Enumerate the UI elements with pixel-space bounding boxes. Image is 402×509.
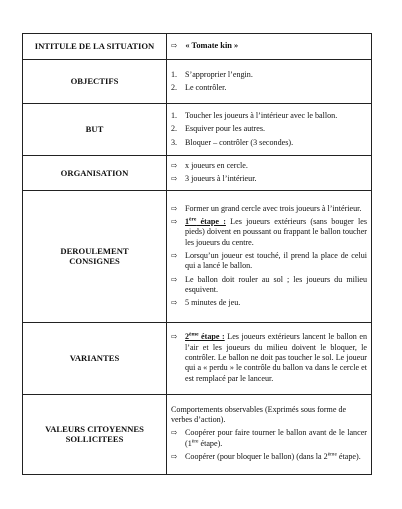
item-text: Former un grand cercle avec trois joueurs à l’intérieur. (185, 203, 362, 213)
arrow-icon: ⇨ (171, 428, 178, 438)
item-text: Toucher les joueurs à l’intérieur avec le ballon. (185, 111, 338, 121)
item-text: S’approprier l’engin. (185, 69, 253, 79)
item-number: 1. (171, 111, 178, 121)
list-item (171, 428, 367, 449)
list-item (171, 452, 367, 462)
etape1-text: 1ère étape : Les joueurs extérieurs (sans bouger les pieds) doivent en poussant ou frappant le ballon toucher les joueurs du centre. (185, 216, 367, 247)
item-number: 2. (171, 83, 178, 92)
row-intitule (23, 34, 372, 60)
deroulement-label-line2: CONSIGNES (69, 256, 120, 267)
deroulement-cell (167, 190, 372, 322)
valeurs-label-line2: SOLLICITEES (65, 434, 124, 445)
etape-heading: 1ère étape : (185, 216, 226, 227)
objectifs-label: OBJECTIFS (23, 60, 167, 104)
arrow-icon: ⇨ (171, 274, 178, 284)
arrow-icon: ⇨ (171, 298, 178, 308)
arrow-icon: ⇨ (171, 452, 178, 462)
item-text: x joueurs en cercle. (185, 161, 248, 170)
row-but (23, 104, 372, 156)
list-item (171, 70, 367, 80)
intitule-value-cell (167, 34, 372, 60)
list-item (171, 217, 367, 248)
row-variantes (23, 322, 372, 394)
list-item (171, 332, 367, 383)
etape-heading: 2ème étape : (185, 331, 225, 342)
row-valeurs (23, 394, 372, 474)
list-item (171, 251, 367, 272)
variantes-label: VARIANTES (23, 322, 167, 394)
list-item (171, 124, 367, 134)
list-item (171, 138, 367, 148)
item-text: Le contrôler. (185, 83, 227, 92)
list-item (171, 174, 367, 184)
list-item (171, 204, 367, 214)
variantes-cell (167, 322, 372, 394)
arrow-icon: ⇨ (171, 161, 178, 170)
item-text: Lorsqu’un joueur est touché, il prend la place de celui qui a lancé le ballon. (185, 250, 367, 271)
intitule-label: INTITULE DE LA SITUATION (23, 34, 167, 60)
item-text: Esquiver pour les autres. (185, 124, 266, 134)
valeurs-label-line1: VALEURS CITOYENNES (45, 423, 144, 434)
list-item (171, 111, 367, 121)
arrow-icon: ⇨ (171, 250, 178, 260)
row-objectifs (23, 60, 372, 104)
item-text: 5 minutes de jeu. (185, 298, 241, 308)
item-text: 3 joueurs à l’intérieur. (185, 174, 257, 184)
arrow-icon: ⇨ (171, 332, 178, 342)
list-item (171, 298, 367, 308)
item-text: Bloquer – contrôler (3 secondes). (185, 137, 294, 147)
list-item (171, 161, 367, 171)
organisation-cell (167, 156, 372, 191)
valeurs-cell (167, 394, 372, 474)
etape2-text: 2ème étape : Les joueurs extérieurs lancent le ballon en l’air et les joueurs du milieu doivent le bloquer, le contrôler. Le ballon ne doit pas toucher le sol. Le joueur qui a « perdu » le contrôle du ballon va dans le cercle et est remplacé par le lanceur. (185, 331, 367, 383)
item-number: 2. (171, 124, 178, 134)
situation-title: « Tomate kin » (185, 41, 239, 51)
but-label: BUT (23, 104, 167, 156)
row-organisation (23, 156, 372, 191)
item-number: 3. (171, 137, 178, 147)
objectifs-cell (167, 60, 372, 104)
arrow-icon: ⇨ (171, 174, 178, 184)
valeurs-label (23, 394, 167, 474)
item-number: 1. (171, 69, 178, 79)
arrow-icon: ⇨ (171, 217, 178, 227)
deroulement-label (23, 190, 167, 322)
arrow-icon: ⇨ (171, 41, 178, 51)
valeurs-intro: Comportements observables (Exprimés sous forme de verbes d’action). (171, 404, 347, 425)
but-cell (167, 104, 372, 156)
arrow-icon: ⇨ (171, 203, 178, 213)
row-deroulement (23, 190, 372, 322)
situation-sheet-table (22, 33, 372, 475)
item-text: Le ballon doit rouler au sol ; les joueurs du milieu esquivent. (185, 274, 367, 294)
item-text: Coopérer pour faire tourner le ballon avant de le lancer (1ère étape). (185, 428, 367, 448)
list-item (171, 275, 367, 296)
deroulement-label-line1: DEROULEMENT (60, 245, 129, 256)
item-text: Coopérer (pour bloquer le ballon) (dans la 2ème étape). (185, 451, 361, 462)
list-item (171, 83, 367, 93)
organisation-label: ORGANISATION (23, 156, 167, 191)
